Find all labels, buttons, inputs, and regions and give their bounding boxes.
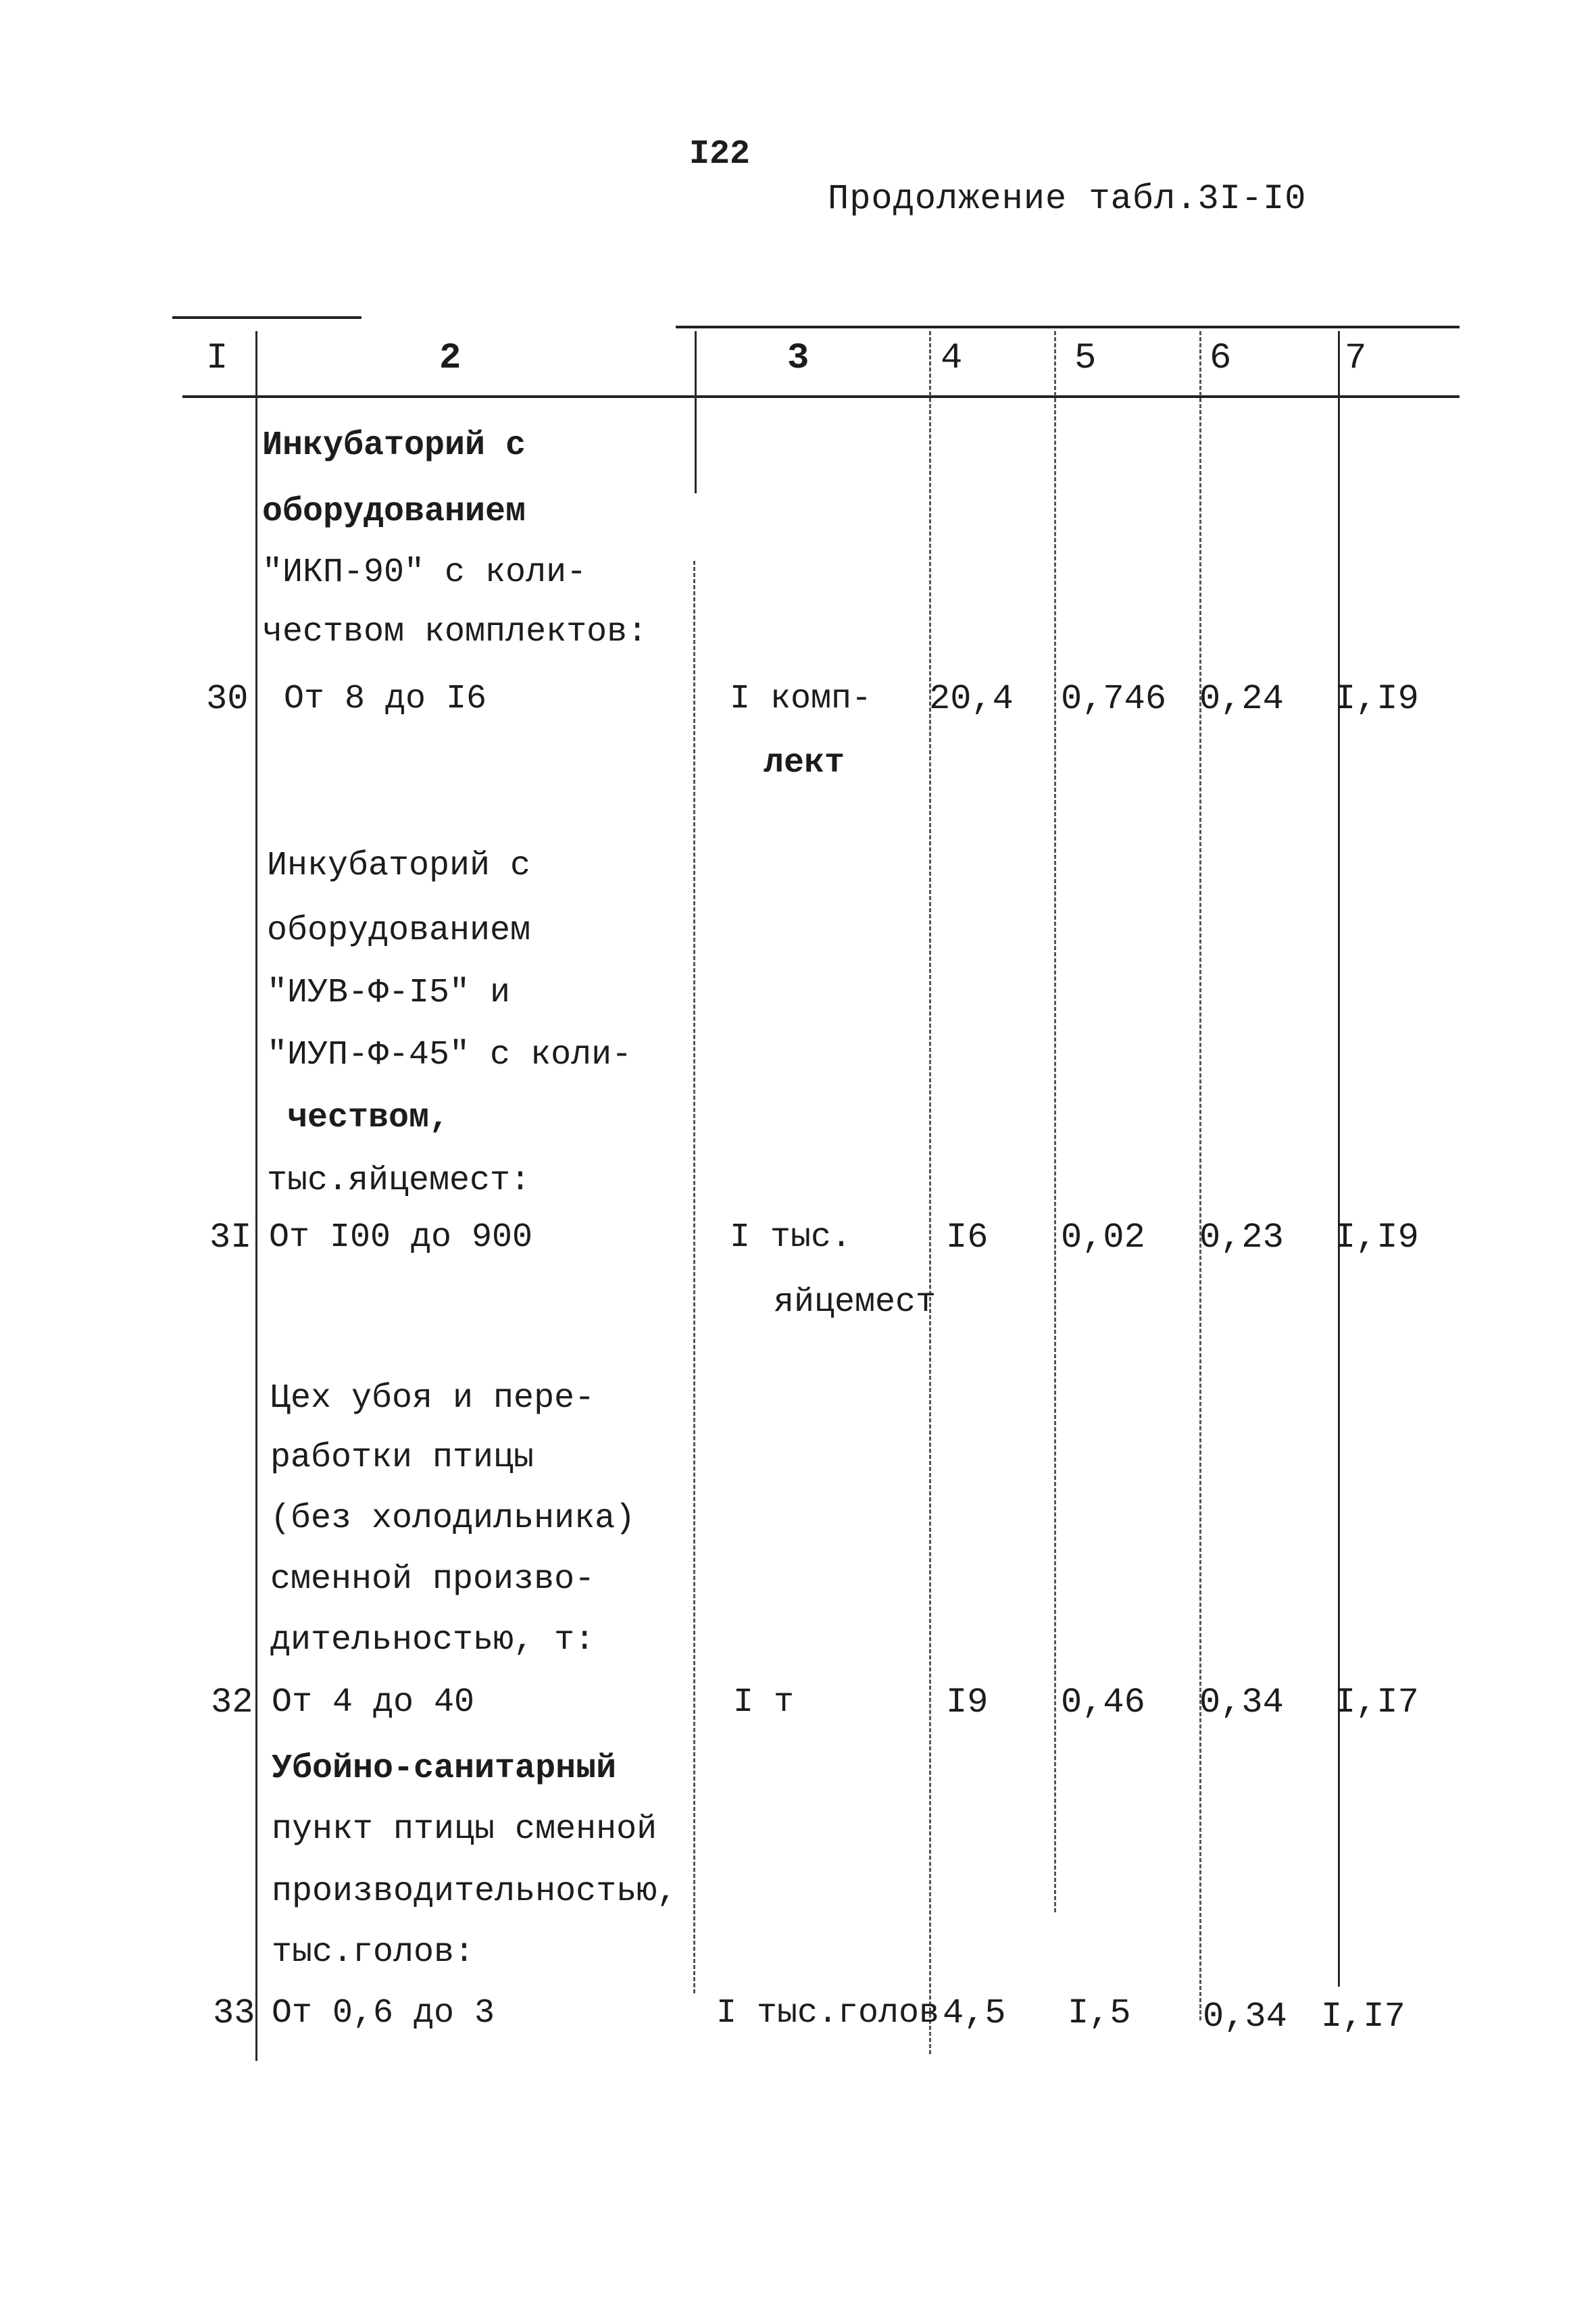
item-description: "ИУП-Ф-45" с коли- (267, 1036, 632, 1074)
table-top-rule (676, 326, 1460, 328)
row-number: 3I (209, 1218, 252, 1258)
row-unit: яйцемест (774, 1283, 937, 1322)
row-unit: I т (733, 1683, 795, 1722)
item-description: "ИУВ-Ф-I5" и (267, 974, 511, 1012)
item-description: Инкубаторий с (267, 847, 531, 885)
item-description: оборудованием (267, 912, 531, 950)
column-divider-3 (929, 331, 931, 2054)
item-description: сменной произво- (270, 1560, 595, 1599)
row-col-4: I9 (946, 1683, 989, 1722)
table-top-rule-short (172, 316, 361, 319)
item-description: Убойно-санитарный (272, 1749, 617, 1788)
row-item-name: От 0,6 до 3 (272, 1994, 495, 2033)
row-unit: лект (764, 744, 845, 782)
row-col-7: I,I9 (1335, 1218, 1419, 1258)
row-col-6: 0,34 (1203, 1997, 1287, 2037)
item-description: тыс.яйцемест: (267, 1162, 531, 1200)
column-divider-4 (1054, 331, 1056, 1912)
row-col-7: I,I7 (1335, 1683, 1419, 1722)
column-divider-1 (255, 331, 257, 2061)
row-number: 33 (213, 1993, 255, 2033)
header-col-7: 7 (1345, 338, 1367, 379)
row-number: 32 (211, 1683, 253, 1722)
table-header-rule (182, 395, 1460, 398)
item-description: пункт птицы сменной (272, 1810, 657, 1849)
row-col-6: 0,24 (1199, 679, 1284, 719)
item-description: оборудованием (262, 493, 526, 531)
continuation-title: Продолжение табл.3I-I0 (828, 179, 1307, 219)
item-description: чеством комплектов: (262, 613, 648, 651)
row-unit: I тыс.голов (716, 1994, 940, 2033)
row-item-name: От 8 до I6 (284, 680, 487, 718)
item-description: производительностью, (272, 1872, 678, 1911)
item-description: тыс.голов: (272, 1933, 475, 1972)
header-col-3: 3 (787, 338, 809, 379)
page-number: I22 (689, 135, 751, 174)
item-description: работки птицы (270, 1439, 534, 1477)
item-description: чеством, (287, 1099, 450, 1137)
row-col-5: 0,46 (1061, 1683, 1145, 1722)
row-col-5: 0,746 (1061, 679, 1167, 719)
row-col-4: 20,4 (929, 679, 1014, 719)
row-col-5: I,5 (1068, 1993, 1131, 2033)
row-col-5: 0,02 (1061, 1218, 1145, 1258)
header-col-1: I (206, 338, 228, 379)
header-col-6: 6 (1210, 338, 1232, 379)
row-unit: I тыс. (730, 1218, 852, 1257)
item-description: дительностью, т: (270, 1621, 595, 1660)
row-col-4: I6 (946, 1218, 989, 1258)
row-number: 30 (206, 679, 249, 719)
column-divider-2-header (695, 331, 697, 493)
item-description: Цех убоя и пере- (270, 1379, 595, 1418)
row-col-7: I,I7 (1321, 1997, 1405, 2037)
item-description: "ИКП-90" с коли- (262, 553, 587, 592)
row-col-4: 4,5 (943, 1993, 1006, 2033)
row-unit: I комп- (730, 680, 872, 718)
column-divider-6 (1338, 331, 1340, 1987)
row-col-7: I,I9 (1335, 679, 1419, 719)
column-divider-2 (693, 561, 695, 1993)
header-col-5: 5 (1074, 338, 1097, 379)
row-item-name: От 4 до 40 (272, 1683, 475, 1722)
item-description: Инкубаторий с (262, 426, 526, 465)
column-divider-5 (1199, 331, 1201, 2020)
row-item-name: От I00 до 900 (269, 1218, 533, 1257)
row-col-6: 0,23 (1199, 1218, 1284, 1258)
header-col-4: 4 (941, 338, 963, 379)
header-col-2: 2 (439, 338, 462, 379)
row-col-6: 0,34 (1199, 1683, 1284, 1722)
item-description: (без холодильника) (270, 1499, 636, 1538)
